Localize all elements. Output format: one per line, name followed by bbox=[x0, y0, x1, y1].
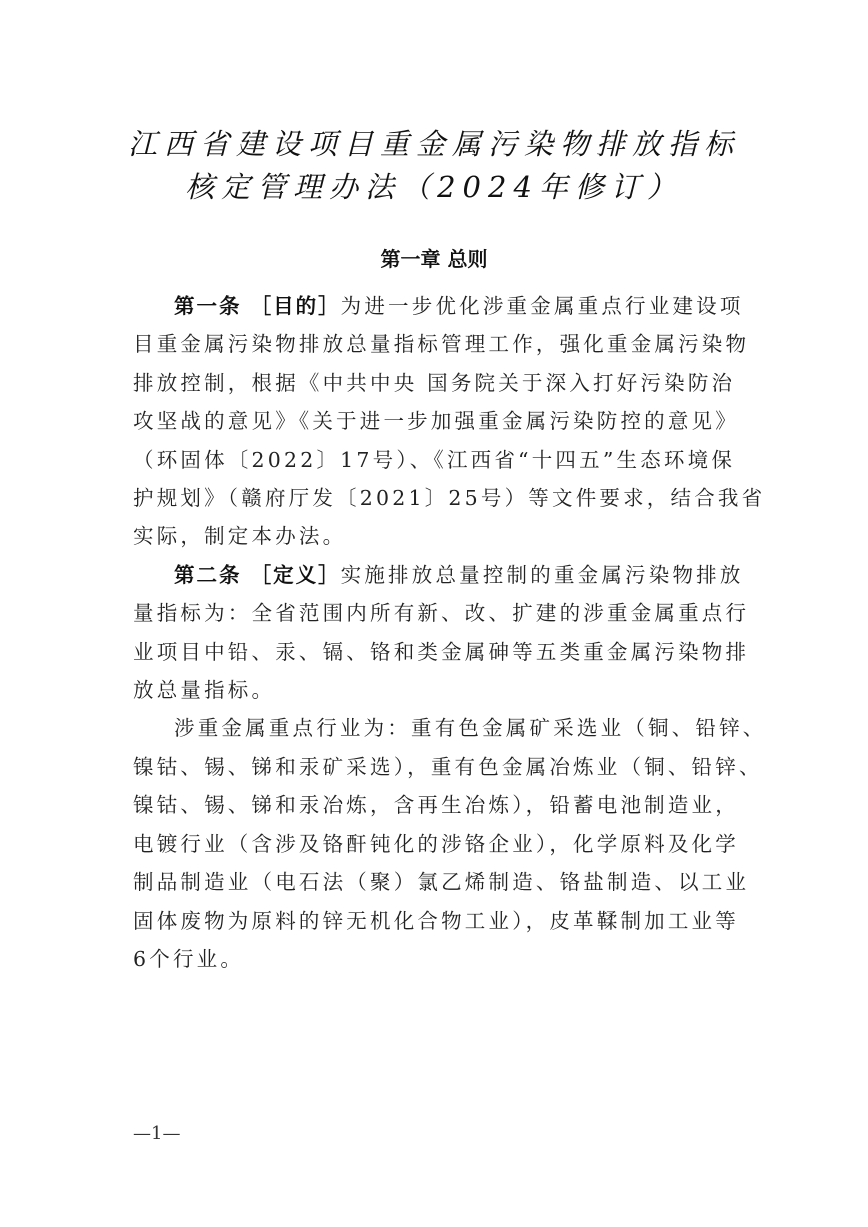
article-1-text: 为进一步优化涉重金属重点行业建设项 bbox=[340, 294, 744, 318]
article-2 bbox=[133, 556, 744, 594]
article-2-line: 放总量指标。 bbox=[133, 678, 276, 703]
document-title-line-2: 核定管理办法（2024年修订） bbox=[185, 170, 683, 204]
article-1-line: 目重金属污染物排放总量指标管理工作，强化重金属污染物 bbox=[133, 332, 750, 357]
article-2-line: 量指标为：全省范围内所有新、改、扩建的涉重金属重点行 bbox=[133, 601, 750, 626]
chapter-heading: 第一章 总则 bbox=[380, 247, 488, 271]
article-1 bbox=[133, 287, 744, 325]
paragraph-3-line: 6个行业。 bbox=[133, 946, 245, 971]
article-1-continued bbox=[133, 325, 766, 555]
article-1-line: （环固体〔2022〕17号）、《江西省“十四五”生态环境保 bbox=[133, 447, 736, 472]
paragraph-3-line: 镍钴、锡、锑和汞矿采选），重有色金属冶炼业（铜、铅锌、 bbox=[133, 754, 763, 779]
page-number: —1— bbox=[133, 1123, 181, 1144]
article-2-line: 业项目中铅、汞、镉、铬和类金属砷等五类重金属污染物排 bbox=[133, 639, 750, 664]
article-1-line: 实际，制定本办法。 bbox=[133, 524, 347, 549]
paragraph-3-line: 电镀行业（含涉及铬酐钝化的涉铬企业），化学原料及化学 bbox=[133, 831, 739, 856]
paragraph-3-line: 镍钴、锡、锑和汞冶炼，含再生冶炼），铅蓄电池制造业， bbox=[133, 793, 739, 818]
paragraph-3-line: 涉重金属重点行业为：重有色金属矿采选业（铜、铅锌、 bbox=[174, 716, 767, 741]
article-1-line: 护规划》（赣府厅发〔2021〕25号）等文件要求，结合我省 bbox=[133, 486, 766, 511]
paragraph-3-line: 制品制造业（电石法（聚）氯乙烯制造、铬盐制造、以工业 bbox=[133, 870, 750, 895]
article-1-line: 攻坚战的意见》《关于进一步加强重金属污染防控的意见》 bbox=[133, 409, 739, 434]
article-2-continued bbox=[133, 594, 750, 709]
article-2-text: 实施排放总量控制的重金属污染物排放 bbox=[340, 562, 744, 587]
article-1-line: 排放控制，根据《中共中央 国务院关于深入打好污染防治 bbox=[133, 370, 736, 395]
article-2-label: 第二条 ［定义］ bbox=[174, 562, 341, 587]
document-title-line-1: 江西省建设项目重金属污染物排放指标 bbox=[127, 127, 740, 161]
paragraph-3-continued bbox=[133, 748, 763, 978]
article-2-line bbox=[133, 556, 744, 594]
paragraph-3-line: 固体废物为原料的锌无机化合物工业），皮革鞣制加工业等 bbox=[133, 908, 739, 933]
paragraph-3 bbox=[133, 709, 767, 747]
article-1-label: 第一条 ［目的］ bbox=[174, 294, 341, 318]
document-body bbox=[133, 287, 767, 978]
article-1-line bbox=[133, 287, 744, 325]
